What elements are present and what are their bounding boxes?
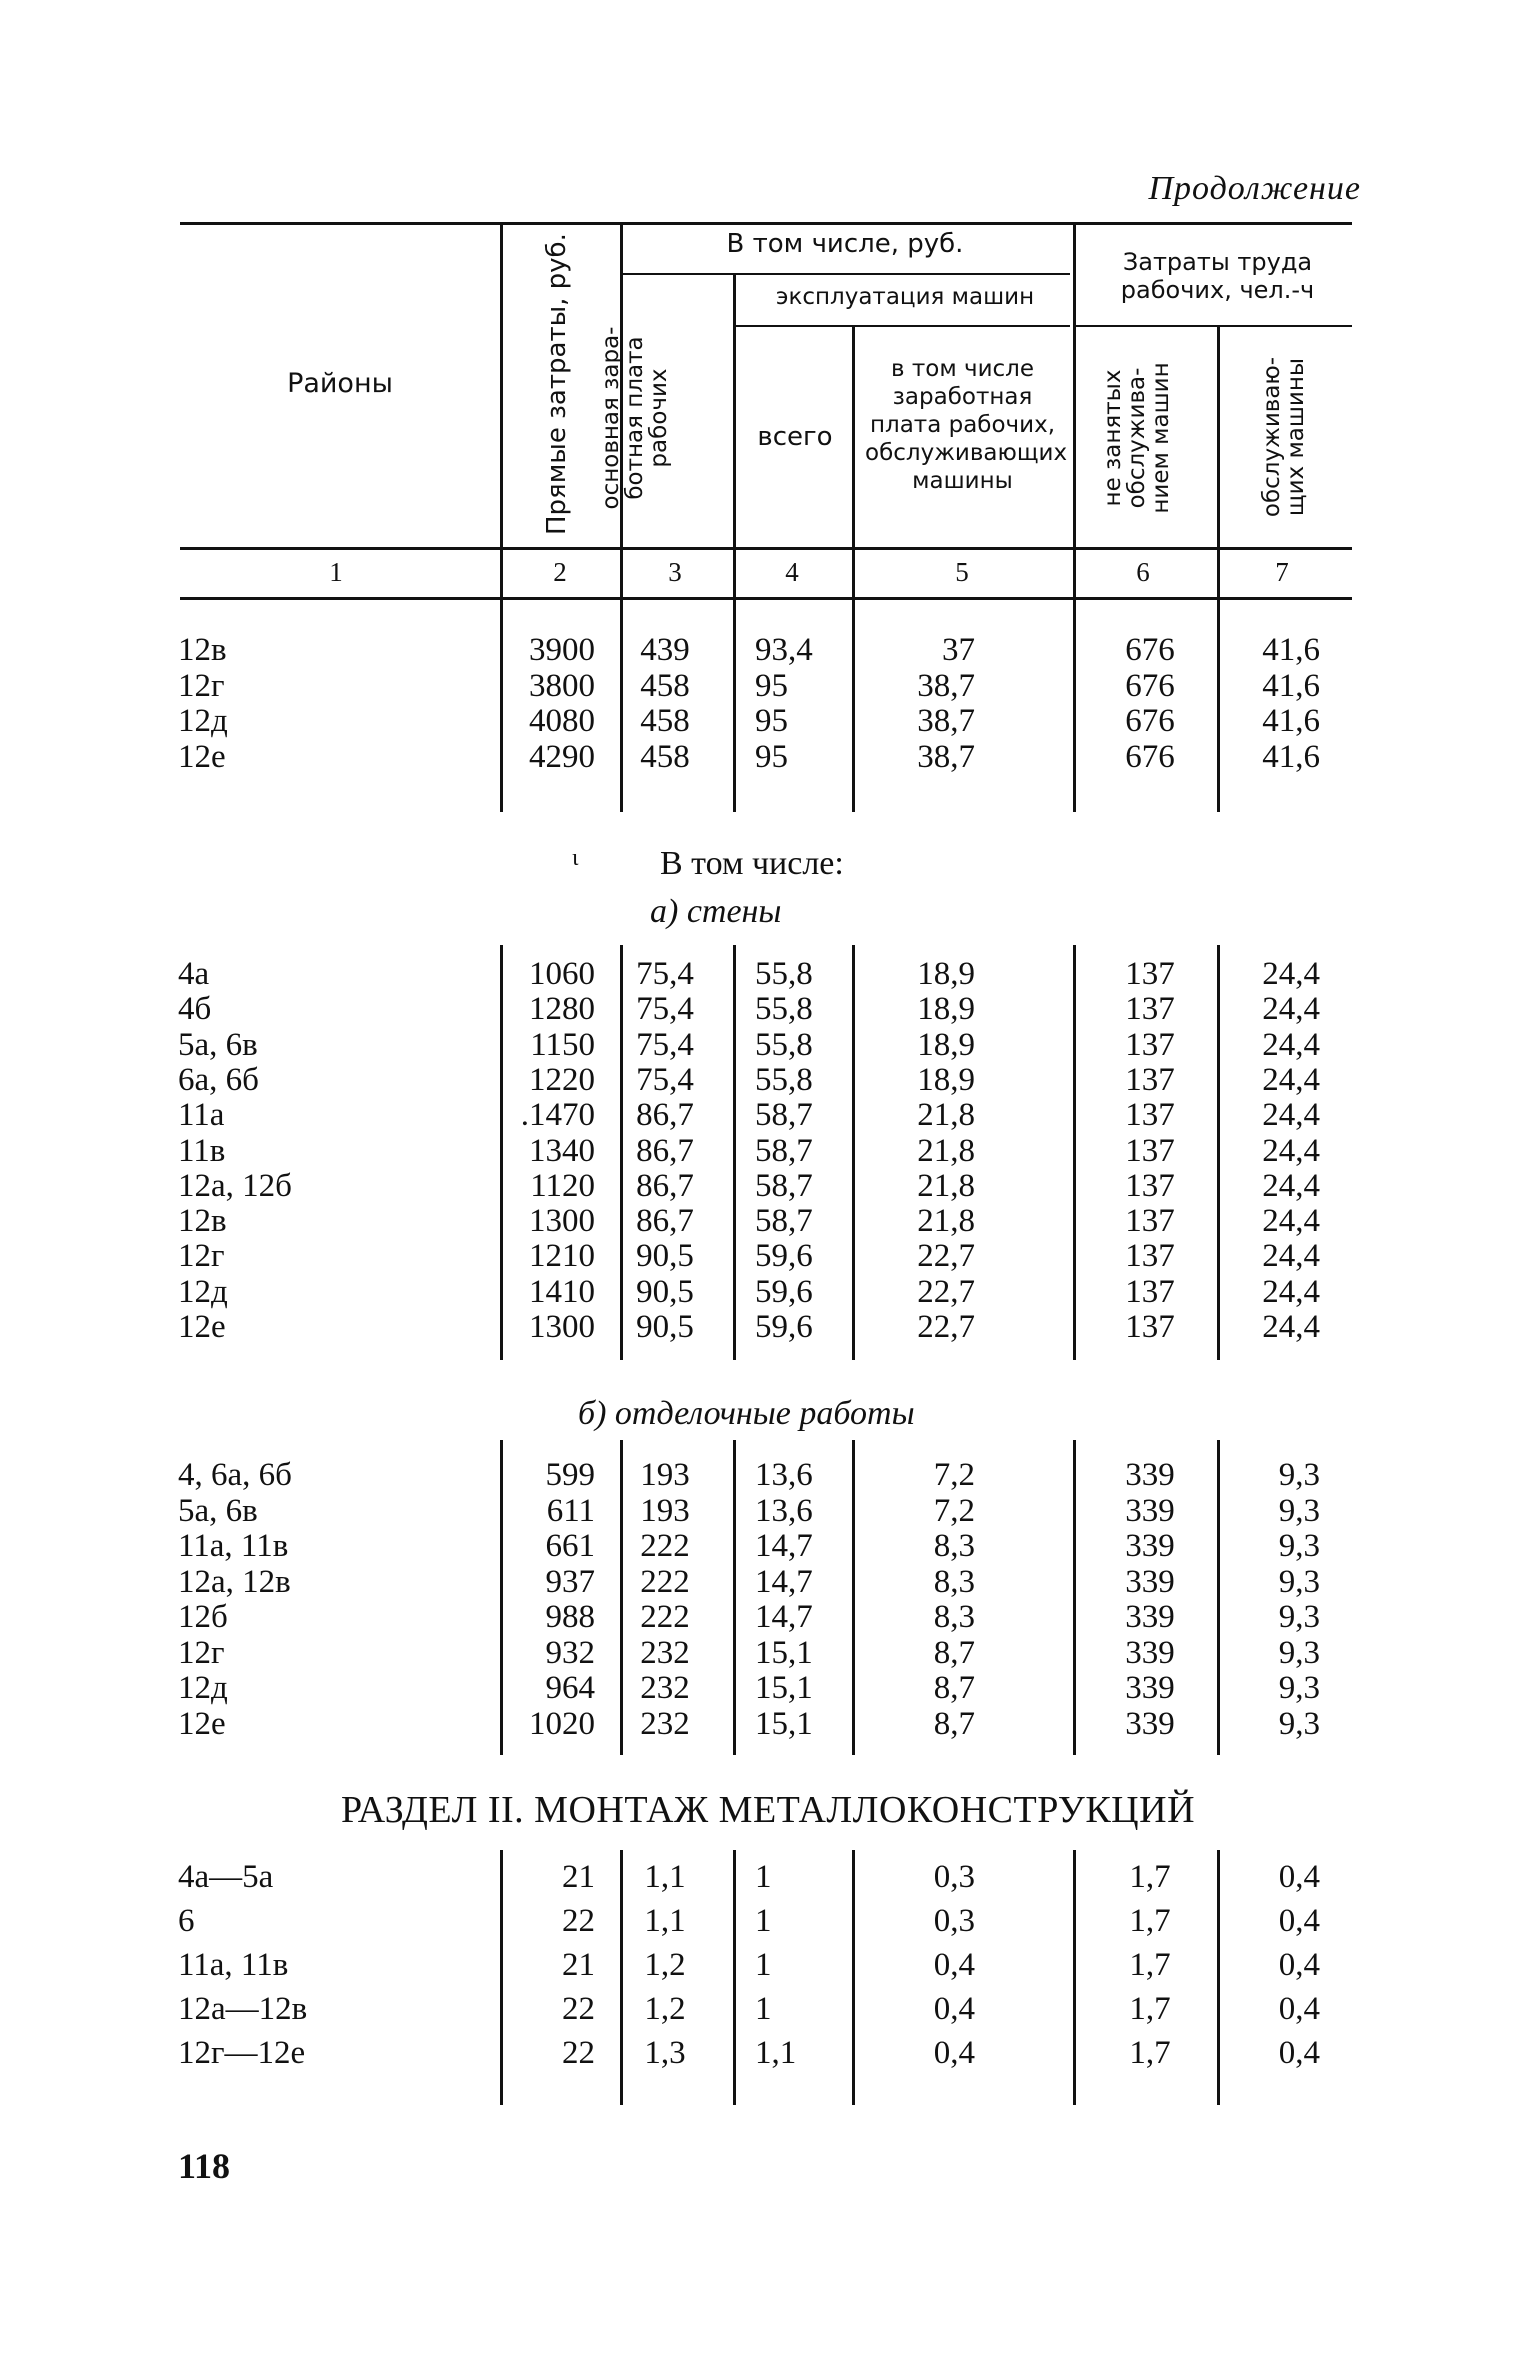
row-value-cell-col3: 75,4 — [636, 1061, 694, 1098]
row-value-cell-col5: 0,4 — [933, 1991, 975, 2027]
row-value-cell-col7: 0,4 — [1278, 1991, 1320, 2027]
row-value-cell-col5: 8,3 — [933, 1528, 975, 1564]
row-value-cell-col3: 193 — [640, 1492, 690, 1529]
row-value-cell-col7: 9,3 — [1278, 1457, 1320, 1493]
row-value-cell-col4: 95 — [755, 738, 788, 775]
row-value-cell-col4: 58,7 — [755, 1167, 813, 1204]
row-value-cell-col4: 59,6 — [755, 1273, 813, 1310]
row-value-cell-col7: 9,3 — [1278, 1492, 1320, 1529]
col-number-2: 2 — [553, 557, 567, 587]
hdr-vline-5 — [1073, 222, 1076, 600]
row-region-cell: 12е — [178, 1705, 226, 1742]
row-value-cell-col4: 14,7 — [755, 1599, 813, 1635]
row-region-cell: 12в — [178, 1203, 227, 1240]
row-region-cell: 12а—12в — [178, 1991, 308, 2027]
row-value-cell-col4: 14,7 — [755, 1563, 813, 1600]
row-region-cell: 12г — [178, 1238, 225, 1275]
row-value-cell-col5: 7,2 — [933, 1492, 975, 1529]
body-vline — [1217, 600, 1220, 812]
row-value-cell-col5: 38,7 — [917, 667, 975, 704]
col-regions-header: Районы — [287, 368, 393, 399]
row-value-cell-col3: 1,3 — [644, 2035, 686, 2071]
row-region-cell: 12а, 12б — [178, 1167, 292, 1204]
col-total-header: всего — [757, 422, 833, 452]
row-value-cell-col5: 18,9 — [917, 956, 975, 992]
row-value-cell-col6: 137 — [1125, 956, 1175, 992]
row-region-cell: 11а, 11в — [178, 1528, 289, 1564]
body-vline — [852, 1440, 855, 1755]
body-vline — [500, 945, 503, 1360]
body-vline — [1073, 600, 1076, 812]
col-number-3: 3 — [668, 557, 682, 587]
row-region-cell: 5а, 6в — [178, 1026, 258, 1063]
row-value-cell-col5: 18,9 — [917, 1061, 975, 1098]
body-vline — [1217, 945, 1220, 1360]
row-value-cell-col3: 75,4 — [636, 991, 694, 1028]
row-value-cell-col4: 55,8 — [755, 1026, 813, 1063]
page-number: 118 — [178, 2146, 231, 2186]
hdr-vline-1 — [500, 222, 503, 600]
col-not-machine-header: не занятых обслужива- нием машин — [1100, 362, 1174, 514]
col-number-1: 1 — [329, 557, 343, 587]
row-value-cell-col3: 439 — [640, 632, 690, 668]
row-region-cell: 11а, 11в — [178, 1947, 289, 1983]
row-value-cell-col7: 9,3 — [1278, 1705, 1320, 1742]
row-value-cell-col4: 95 — [755, 703, 788, 739]
continued-label: Продолжение — [1148, 170, 1361, 207]
row-value-cell-col5: 0,3 — [933, 1859, 975, 1895]
row-value-cell-col4: 58,7 — [755, 1203, 813, 1240]
row-value-cell-col2: 1300 — [529, 1203, 595, 1240]
row-value-cell-col6: 676 — [1125, 703, 1175, 739]
row-value-cell-col3: 458 — [640, 703, 690, 739]
row-value-cell-col2: 964 — [545, 1670, 595, 1706]
row-value-cell-col2: 1220 — [529, 1061, 595, 1098]
row-value-cell-col4: 55,8 — [755, 991, 813, 1028]
body-vline — [500, 600, 503, 812]
hdr-vline-3 — [733, 273, 736, 600]
row-region-cell: 4а—5а — [178, 1859, 274, 1895]
row-value-cell-col2: 599 — [545, 1457, 595, 1493]
row-region-cell: 4а — [178, 956, 210, 992]
row-value-cell-col4: 93,4 — [755, 632, 813, 668]
row-value-cell-col3: 1,1 — [644, 1859, 686, 1895]
header-rule-machines — [735, 325, 1070, 327]
row-value-cell-col4: 15,1 — [755, 1705, 813, 1742]
body-vline — [500, 1440, 503, 1755]
row-value-cell-col4: 15,1 — [755, 1634, 813, 1671]
row-value-cell-col6: 137 — [1125, 1026, 1175, 1063]
row-value-cell-col7: 0,4 — [1278, 1947, 1320, 1983]
row-value-cell-col2: 1300 — [529, 1309, 595, 1345]
body-vline — [733, 945, 736, 1360]
row-value-cell-col6: 339 — [1125, 1492, 1175, 1529]
hdr-vline-4 — [852, 325, 855, 600]
row-value-cell-col6: 676 — [1125, 738, 1175, 775]
row-value-cell-col3: 193 — [640, 1457, 690, 1493]
body-vline — [852, 1850, 855, 2105]
row-value-cell-col2: 937 — [545, 1563, 595, 1600]
row-value-cell-col5: 8,3 — [933, 1599, 975, 1635]
row-value-cell-col3: 222 — [640, 1528, 690, 1564]
row-value-cell-col6: 1,7 — [1129, 1859, 1171, 1895]
row-value-cell-col7: 24,4 — [1262, 1167, 1320, 1204]
body-vline — [1217, 1440, 1220, 1755]
group-machines-header: эксплуатация машин — [775, 284, 1035, 310]
row-value-cell-col3: 232 — [640, 1634, 690, 1671]
row-value-cell-col5: 8,7 — [933, 1670, 975, 1706]
row-value-cell-col3: 90,5 — [636, 1273, 694, 1310]
row-value-cell-col2: 988 — [545, 1599, 595, 1635]
col-number-7: 7 — [1275, 557, 1289, 587]
stray-mark: ι — [572, 845, 579, 871]
row-value-cell-col5: 8,3 — [933, 1563, 975, 1600]
row-value-cell-col7: 9,3 — [1278, 1634, 1320, 1671]
body-vline — [620, 1440, 623, 1755]
row-value-cell-col7: 41,6 — [1262, 738, 1320, 775]
col-base-wage-header: основная зара- ботная плата рабочих — [598, 326, 672, 510]
row-value-cell-col5: 21,8 — [917, 1132, 975, 1169]
row-value-cell-col6: 137 — [1125, 1061, 1175, 1098]
row-value-cell-col4: 1,1 — [755, 2035, 797, 2071]
row-value-cell-col4: 13,6 — [755, 1457, 813, 1493]
row-value-cell-col3: 458 — [640, 738, 690, 775]
row-region-cell: 11в — [178, 1132, 226, 1169]
row-region-cell: 12б — [178, 1599, 228, 1635]
row-value-cell-col7: 9,3 — [1278, 1528, 1320, 1564]
row-value-cell-col2: 661 — [545, 1528, 595, 1564]
walls-label: а) стены — [650, 893, 782, 930]
row-value-cell-col3: 1,2 — [644, 1947, 686, 1983]
row-value-cell-col6: 1,7 — [1129, 1903, 1171, 1939]
row-region-cell: 6 — [178, 1903, 195, 1939]
row-value-cell-col7: 24,4 — [1262, 1026, 1320, 1063]
row-value-cell-col7: 24,4 — [1262, 1309, 1320, 1345]
row-value-cell-col3: 1,2 — [644, 1991, 686, 2027]
row-value-cell-col2: 4080 — [529, 703, 595, 739]
row-value-cell-col6: 1,7 — [1129, 2035, 1171, 2071]
row-value-cell-col6: 339 — [1125, 1670, 1175, 1706]
row-region-cell: 5а, 6в — [178, 1492, 258, 1529]
row-value-cell-col2: 4290 — [529, 738, 595, 775]
row-value-cell-col4: 14,7 — [755, 1528, 813, 1564]
header-top-rule — [180, 222, 1352, 225]
row-region-cell: 11а — [178, 1097, 225, 1134]
group-labor-header: Затраты труда рабочих, чел.-ч — [1120, 248, 1315, 304]
row-value-cell-col2: 21 — [562, 1947, 595, 1983]
row-value-cell-col4: 1 — [755, 1859, 772, 1895]
row-value-cell-col4: 58,7 — [755, 1097, 813, 1134]
finish-label: б) отделочные работы — [578, 1395, 915, 1432]
row-region-cell: 12д — [178, 703, 228, 739]
row-value-cell-col6: 137 — [1125, 1167, 1175, 1204]
row-value-cell-col3: 222 — [640, 1563, 690, 1600]
col-machine-header: обслуживаю- щих машины — [1259, 356, 1309, 518]
row-value-cell-col2: 3900 — [529, 632, 595, 668]
row-value-cell-col3: 90,5 — [636, 1238, 694, 1275]
row-value-cell-col5: 21,8 — [917, 1167, 975, 1204]
row-value-cell-col5: 0,4 — [933, 2035, 975, 2071]
hdr-vline-6 — [1217, 325, 1220, 600]
body-vline — [500, 1850, 503, 2105]
row-region-cell: 12д — [178, 1670, 228, 1706]
body-vline — [852, 600, 855, 812]
header-rule-labor — [1075, 325, 1352, 327]
row-value-cell-col5: 38,7 — [917, 703, 975, 739]
body-vline — [1217, 1850, 1220, 2105]
row-region-cell: 12в — [178, 632, 227, 668]
row-value-cell-col5: 18,9 — [917, 1026, 975, 1063]
row-value-cell-col2: 22 — [562, 1903, 595, 1939]
row-value-cell-col2: 3800 — [529, 667, 595, 704]
header-rule-mid — [180, 547, 1352, 550]
row-value-cell-col5: 37 — [942, 632, 975, 668]
row-value-cell-col3: 86,7 — [636, 1132, 694, 1169]
row-value-cell-col6: 339 — [1125, 1457, 1175, 1493]
row-value-cell-col4: 1 — [755, 1903, 772, 1939]
row-value-cell-col5: 22,7 — [917, 1273, 975, 1310]
body-vline — [1073, 1440, 1076, 1755]
body-vline — [852, 945, 855, 1360]
row-value-cell-col4: 13,6 — [755, 1492, 813, 1529]
row-value-cell-col6: 137 — [1125, 1238, 1175, 1275]
row-region-cell: 12е — [178, 738, 226, 775]
row-value-cell-col3: 458 — [640, 667, 690, 704]
row-value-cell-col6: 339 — [1125, 1599, 1175, 1635]
row-region-cell: 12г—12е — [178, 2035, 306, 2071]
row-value-cell-col6: 137 — [1125, 991, 1175, 1028]
row-value-cell-col7: 0,4 — [1278, 2035, 1320, 2071]
row-value-cell-col5: 8,7 — [933, 1634, 975, 1671]
section2-title: РАЗДЕЛ II. МОНТАЖ МЕТАЛЛОКОНСТРУКЦИЙ — [340, 1789, 1196, 1831]
col-direct-header: Прямые затраты, руб. — [542, 233, 572, 535]
row-value-cell-col3: 86,7 — [636, 1167, 694, 1204]
row-region-cell: 12г — [178, 667, 225, 704]
row-value-cell-col7: 9,3 — [1278, 1563, 1320, 1600]
row-value-cell-col7: 0,4 — [1278, 1903, 1320, 1939]
row-value-cell-col3: 75,4 — [636, 956, 694, 992]
row-value-cell-col5: 7,2 — [933, 1457, 975, 1493]
row-region-cell: 12а, 12в — [178, 1563, 291, 1600]
row-value-cell-col6: 137 — [1125, 1309, 1175, 1345]
row-value-cell-col2: 1120 — [530, 1167, 595, 1204]
row-value-cell-col3: 222 — [640, 1599, 690, 1635]
row-value-cell-col7: 9,3 — [1278, 1599, 1320, 1635]
row-value-cell-col6: 137 — [1125, 1203, 1175, 1240]
row-value-cell-col5: 38,7 — [917, 738, 975, 775]
row-value-cell-col2: 1280 — [529, 991, 595, 1028]
row-value-cell-col2: 932 — [545, 1634, 595, 1671]
row-value-cell-col7: 9,3 — [1278, 1670, 1320, 1706]
group-incl-header: В том числе, руб. — [726, 229, 964, 259]
header-rule-incl — [622, 273, 1070, 275]
row-value-cell-col7: 24,4 — [1262, 956, 1320, 992]
row-value-cell-col7: 24,4 — [1262, 1238, 1320, 1275]
body-vline — [1073, 945, 1076, 1360]
row-value-cell-col2: 21 — [562, 1859, 595, 1895]
row-value-cell-col4: 59,6 — [755, 1238, 813, 1275]
row-value-cell-col2: 22 — [562, 2035, 595, 2071]
row-value-cell-col6: 339 — [1125, 1528, 1175, 1564]
row-value-cell-col3: 86,7 — [636, 1203, 694, 1240]
row-region-cell: 12д — [178, 1273, 228, 1310]
row-value-cell-col6: 339 — [1125, 1563, 1175, 1600]
row-value-cell-col2: 1340 — [529, 1132, 595, 1169]
body-vline — [620, 1850, 623, 2105]
body-vline — [733, 600, 736, 812]
row-value-cell-col4: 1 — [755, 1991, 772, 2027]
row-value-cell-col7: 24,4 — [1262, 1203, 1320, 1240]
row-value-cell-col2: 611 — [546, 1492, 595, 1529]
row-value-cell-col6: 137 — [1125, 1097, 1175, 1134]
row-region-cell: 6а, 6б — [178, 1061, 259, 1098]
row-value-cell-col7: 24,4 — [1262, 1132, 1320, 1169]
row-value-cell-col2: .1470 — [520, 1097, 595, 1134]
row-value-cell-col6: 676 — [1125, 632, 1175, 668]
row-value-cell-col7: 24,4 — [1262, 991, 1320, 1028]
incl-label: В том числе: — [660, 845, 844, 882]
row-value-cell-col4: 59,6 — [755, 1309, 813, 1345]
body-vline — [620, 600, 623, 812]
row-value-cell-col3: 75,4 — [636, 1026, 694, 1063]
row-value-cell-col3: 86,7 — [636, 1097, 694, 1134]
row-value-cell-col5: 22,7 — [917, 1238, 975, 1275]
col-machine-wage-header: в том числе заработная плата рабочих, обслуживающих машины — [865, 356, 1068, 494]
body-vline — [1073, 1850, 1076, 2105]
row-region-cell: 4, 6а, 6б — [178, 1457, 292, 1493]
row-value-cell-col6: 676 — [1125, 667, 1175, 704]
col-number-4: 4 — [785, 557, 799, 587]
row-value-cell-col3: 90,5 — [636, 1309, 694, 1345]
col-number-5: 5 — [955, 557, 969, 587]
col-number-6: 6 — [1136, 557, 1150, 587]
row-value-cell-col4: 55,8 — [755, 956, 813, 992]
row-value-cell-col3: 232 — [640, 1670, 690, 1706]
row-value-cell-col7: 41,6 — [1262, 632, 1320, 668]
row-value-cell-col5: 22,7 — [917, 1309, 975, 1345]
row-value-cell-col7: 41,6 — [1262, 703, 1320, 739]
row-value-cell-col5: 21,8 — [917, 1203, 975, 1240]
body-vline — [620, 945, 623, 1360]
row-value-cell-col2: 22 — [562, 1991, 595, 2027]
body-vline — [733, 1440, 736, 1755]
row-value-cell-col5: 21,8 — [917, 1097, 975, 1134]
row-value-cell-col7: 41,6 — [1262, 667, 1320, 704]
row-value-cell-col4: 15,1 — [755, 1670, 813, 1706]
row-value-cell-col5: 0,3 — [933, 1903, 975, 1939]
row-value-cell-col2: 1020 — [529, 1705, 595, 1742]
row-value-cell-col6: 1,7 — [1129, 1947, 1171, 1983]
row-value-cell-col4: 58,7 — [755, 1132, 813, 1169]
row-value-cell-col7: 24,4 — [1262, 1273, 1320, 1310]
row-value-cell-col2: 1210 — [529, 1238, 595, 1275]
row-value-cell-col7: 24,4 — [1262, 1061, 1320, 1098]
row-region-cell: 4б — [178, 991, 212, 1028]
row-value-cell-col3: 1,1 — [644, 1903, 686, 1939]
row-value-cell-col6: 339 — [1125, 1634, 1175, 1671]
row-value-cell-col5: 18,9 — [917, 991, 975, 1028]
row-value-cell-col3: 232 — [640, 1705, 690, 1742]
row-value-cell-col2: 1410 — [529, 1273, 595, 1310]
row-value-cell-col5: 0,4 — [933, 1947, 975, 1983]
row-value-cell-col6: 137 — [1125, 1132, 1175, 1169]
row-value-cell-col6: 1,7 — [1129, 1991, 1171, 2027]
row-value-cell-col2: 1060 — [529, 956, 595, 992]
row-value-cell-col4: 95 — [755, 667, 788, 704]
row-region-cell: 12е — [178, 1309, 226, 1345]
row-value-cell-col5: 8,7 — [933, 1705, 975, 1742]
row-value-cell-col6: 339 — [1125, 1705, 1175, 1742]
row-value-cell-col7: 24,4 — [1262, 1097, 1320, 1134]
row-value-cell-col2: 1150 — [530, 1026, 595, 1063]
header-rule-bottom — [180, 597, 1352, 600]
row-value-cell-col4: 55,8 — [755, 1061, 813, 1098]
row-value-cell-col4: 1 — [755, 1947, 772, 1983]
row-region-cell: 12г — [178, 1634, 225, 1671]
body-vline — [733, 1850, 736, 2105]
row-value-cell-col7: 0,4 — [1278, 1859, 1320, 1895]
row-value-cell-col6: 137 — [1125, 1273, 1175, 1310]
